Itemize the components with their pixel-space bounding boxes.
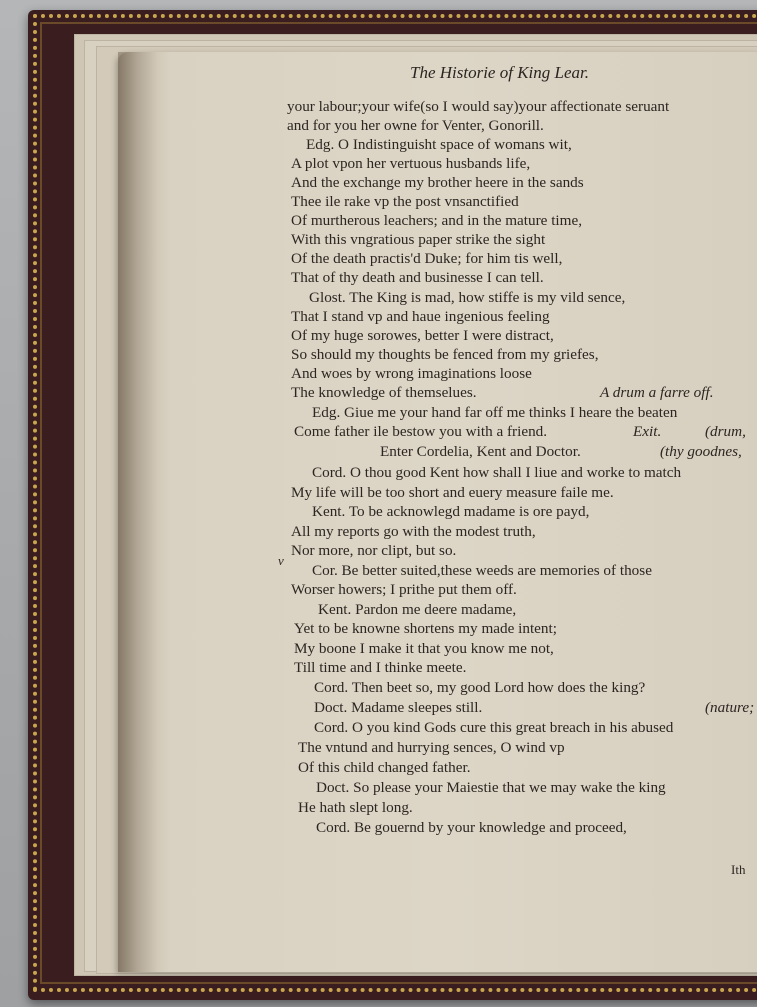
text-line: And the exchange my brother heere in the sands xyxy=(291,174,584,191)
text-line: and for you her owne for Venter, Gonorill. xyxy=(287,117,544,134)
text-line: Come father ile bestow you with a friend. xyxy=(294,423,548,440)
text-line: Of my huge sorowes, better I were distract, xyxy=(291,327,554,344)
text-line: My life will be too short and euery measure faile me. xyxy=(291,484,614,501)
text-line: Kent. Pardon me deere madame, xyxy=(318,601,517,618)
stage-direction: Exit. xyxy=(633,423,662,440)
text-line: Doct. Madame sleepes still. xyxy=(314,699,483,716)
stage-direction: (drum, xyxy=(705,423,746,440)
text-line: The knowledge of themselues. xyxy=(291,384,477,401)
text-line: Of murtherous leachers; and in the mature time, xyxy=(291,212,582,229)
text-line: Of the death practis'd Duke; for him tis well, xyxy=(291,250,563,267)
running-head: The Historie of King Lear. xyxy=(410,63,589,82)
stage-direction: (nature; xyxy=(705,699,755,716)
text-line: Edg. O Indistinguisht space of womans wit, xyxy=(306,136,572,153)
text-line: your labour;your wife(so I would say)your affectionate seruant xyxy=(287,98,670,115)
text-line: Till time and I thinke meete. xyxy=(294,659,467,676)
text-line: Yet to be knowne shortens my made intent; xyxy=(294,620,557,637)
text-line: Enter Cordelia, Kent and Doctor. xyxy=(380,443,581,460)
text-line: All my reports go with the modest truth, xyxy=(291,523,536,540)
text-line: Doct. So please your Maiestie that we may wake the king xyxy=(316,779,666,796)
text-line: Worser howers; I prithe put them off. xyxy=(291,581,517,598)
text-line: Thee ile rake vp the post vnsanctified xyxy=(291,193,519,210)
margin-mark: v xyxy=(278,553,284,568)
text-line: Cord. O thou good Kent how shall I liue and worke to match xyxy=(312,464,682,481)
text-line: Nor more, nor clipt, but so. xyxy=(291,542,457,559)
text-line: And woes by wrong imaginations loose xyxy=(291,365,532,382)
stage-direction: (thy goodnes, xyxy=(660,443,742,460)
page-gutter xyxy=(118,52,158,972)
text-line: Cor. Be better suited,these weeds are memories of those xyxy=(312,562,652,579)
text-line: Cord. Be gouernd by your knowledge and proceed, xyxy=(316,819,627,836)
text-line: Cord. Then beet so, my good Lord how does the king? xyxy=(314,679,646,696)
stage-direction: A drum a farre off. xyxy=(600,384,714,401)
text-line: He hath slept long. xyxy=(298,799,413,816)
catchword: Ith xyxy=(731,862,746,877)
text-line: Glost. The King is mad, how stiffe is my vild sence, xyxy=(309,289,626,306)
text-line: The vntund and hurrying sences, O wind vp xyxy=(298,739,565,756)
text-line: Of this child changed father. xyxy=(298,759,471,776)
text-line: That of thy death and businesse I can tell. xyxy=(291,269,544,286)
text-line: Edg. Giue me your hand far off me thinks I heare the beaten xyxy=(312,404,678,421)
text-line: My boone I make it that you know me not, xyxy=(294,640,554,657)
text-line: So should my thoughts be fenced from my griefes, xyxy=(291,346,599,363)
text-line: With this vngratious paper strike the sight xyxy=(291,231,546,248)
text-line: Kent. To be acknowlegd madame is ore payd, xyxy=(312,503,590,520)
text-line: That I stand vp and haue ingenious feeling xyxy=(291,308,550,325)
text-line: A plot vpon her vertuous husbands life, xyxy=(291,155,531,172)
text-line: Cord. O you kind Gods cure this great breach in his abused xyxy=(314,719,674,736)
